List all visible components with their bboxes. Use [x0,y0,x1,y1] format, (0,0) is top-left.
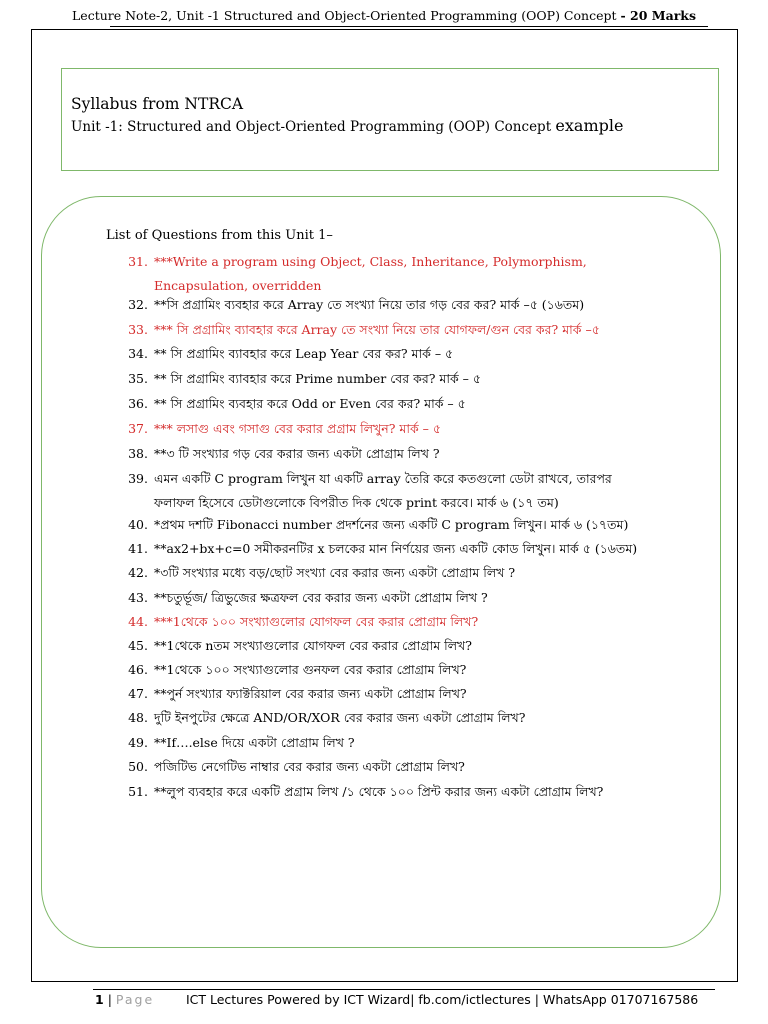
question-text: ** সি প্রগ্রামিং ব্যাবহার করে Leap Year বের কর? মার্ক – ৫ [154,346,454,361]
question-text-continued: ফলাফল হিসেবে ডেটাগুলোকে বিপরীত দিক থেকে print করবে। মার্ক ৬ (১৭ তম) [154,495,559,510]
syllabus-unit-suffix: example [555,116,624,135]
question-text: দুটি ইনপুটের ক্ষেত্রে AND/OR/XOR বের করার জন্য একটা প্রোগ্রাম লিখ? [154,710,526,725]
question-text: ** সি প্রগ্রামিং ব্যাবহার করে Prime number বের কর? মার্ক – ৫ [154,371,481,386]
question-text: **লুপ ব্যবহার করে একটি প্রগ্রাম লিখ /১ থেকে ১০০ প্রিন্ট করার জন্য একটা প্রোগ্রাম লিখ? [154,784,604,799]
question-text: পজিটিভ নেগেটিভ নাম্বার বের করার জন্য একটা প্রোগ্রাম লিখ? [154,759,465,774]
footer-credits: ICT Lectures Powered by ICT Wizard| fb.com/ictlectures | WhatsApp 01707167586 [185,992,699,1007]
question-number: 38. [128,446,148,461]
question-text: *** সি প্রগ্রামিং ব্যাবহার করে Array তে সংখ্যা নিয়ে তার যোগফল/গুন বের কর? মার্ক –৫ [154,322,600,337]
question-number: 49. [128,735,148,750]
question-number: 37. [128,421,148,436]
question-text: **পুর্ন সংখ্যার ফ্যাক্টরিয়াল বের করার জন্য একটা প্রোগ্রাম লিখ? [154,686,467,701]
question-text: *৩টি সংখ্যার মধ্যে বড়/ছোট সংখ্যা বের করার জন্য একটা প্রোগ্রাম লিখ ? [154,565,516,580]
question-number: 50. [128,759,148,774]
question-text: **1থেকে ১০০ সংখ্যাগুলোর গুনফল বের করার প্রোগ্রাম লিখ? [154,662,467,677]
header-prefix: Lecture Note-2, Unit -1 [72,8,220,23]
question-number: 45. [128,638,148,653]
page-footer [95,992,698,1007]
question-number: 35. [128,371,148,386]
question-number: 32. [128,297,148,312]
question-text: *প্রথম দশটি Fibonacci number প্রদর্শনের জন্য একটি C program লিখুন। মার্ক ৬ (১৭তম) [154,517,629,532]
page-number: 1 [95,992,104,1007]
question-number: 51. [128,784,148,799]
question-text: ***1থেকে ১০০ সংখ্যাগুলোর যোগফল বের করার প্রোগ্রাম লিখ? [154,614,479,629]
question-text: এমন একটি C program লিখুন যা একটি array তৈরি করে কতগুলো ডেটা রাখবে, তারপর [154,471,612,486]
question-number: 47. [128,686,148,701]
header-marks: - 20 Marks [620,8,696,23]
question-number: 40. [128,517,148,532]
question-text: ** সি প্রগ্রামিং ব্যবহার করে Odd or Even বের কর? মার্ক – ৫ [154,396,466,411]
question-number: 43. [128,590,148,605]
question-text: **If….else দিয়ে একটা প্রোগ্রাম লিখ ? [154,735,355,750]
question-number: 34. [128,346,148,361]
header-unit-title: Structured and Object-Oriented Programming (OOP) Concept [223,8,617,23]
page-label: Page [115,992,155,1007]
question-text: **চতুর্ভূজ/ ত্রিভুজের ক্ষত্রফল বের করার জন্য একটা প্রোগ্রাম লিখ ? [154,590,488,605]
question-text: **ax2+bx+c=0 সমীকরনটির x চলকের মান নির্ণয়ের জন্য একটি কোড লিখুন। মার্ক ৫ (১৬তম) [154,541,638,556]
question-number: 36. [128,396,148,411]
question-text: *** লসাগু এবং গসাগু বের করার প্রগ্রাম লিখুন? মার্ক – ৫ [154,421,441,436]
question-text: **৩ টি সংখ্যার গড় বের করার জন্য একটা প্রোগ্রাম লিখ ? [154,446,440,461]
question-number: 41. [128,541,148,556]
question-number: 33. [128,322,148,337]
question-text: ***Write a program using Object, Class, Inheritance, Polymorphism, [154,254,587,269]
question-number: 46. [128,662,148,677]
question-number: 39. [128,471,148,486]
question-number: 42. [128,565,148,580]
footer-separator: | [107,992,112,1007]
question-number: 48. [128,710,148,725]
syllabus-unit-text: Unit -1: Structured and Object-Oriented Programming (OOP) Concept [71,119,552,135]
syllabus-title: Syllabus from NTRCA [71,95,244,113]
question-text-continued: Encapsulation, overridden [154,278,322,293]
footer-rule [93,989,715,990]
question-number: 44. [128,614,148,629]
question-text: **1থেকে nতম সংখ্যাগুলোর যোগফল বের করার প্রোগ্রাম লিখ? [154,638,472,653]
questions-intro: List of Questions from this Unit 1– [106,228,333,243]
question-text: **সি প্রগ্রামিং ব্যবহার করে Array তে সংখ্যা নিয়ে তার গড় বের কর? মার্ক –৫ (১৬তম) [154,297,585,312]
question-number: 31. [128,254,148,269]
